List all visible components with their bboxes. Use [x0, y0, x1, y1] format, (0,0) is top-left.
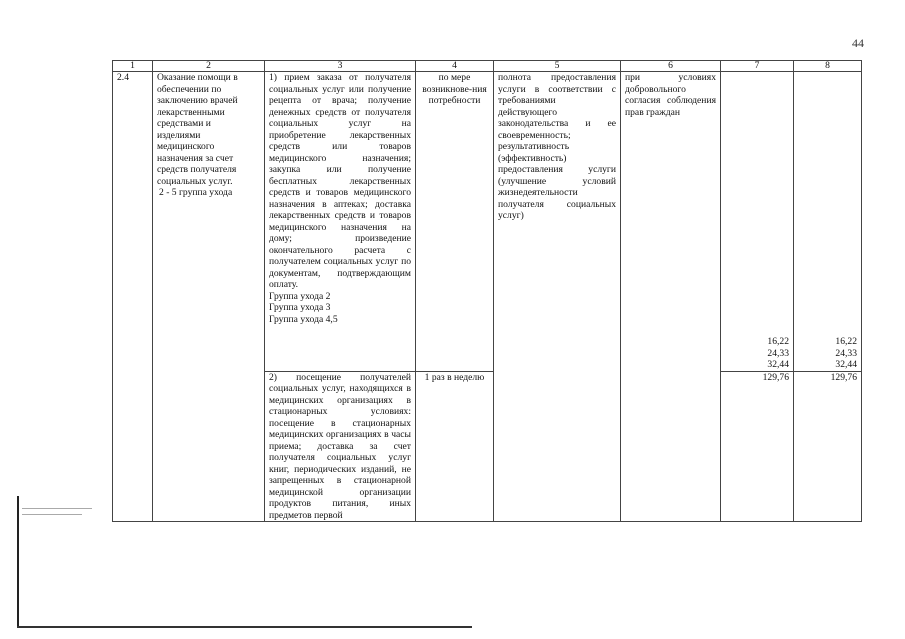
service-name-cell	[153, 72, 265, 522]
tariff-value: 16,22	[767, 336, 789, 347]
service-name-line: лекарственными	[157, 106, 225, 118]
service-name-line: социальных услуг.	[157, 175, 233, 187]
service-name-line: заключению врачей	[157, 95, 238, 106]
table-row	[113, 72, 862, 372]
tariff-value: 16,22	[835, 336, 857, 347]
tariff-cell-7a	[721, 72, 794, 372]
tariff-value: 32,44	[767, 359, 789, 370]
header-cell-3: 3	[265, 61, 416, 72]
header-cell-2: 2	[153, 61, 265, 72]
scan-edge-line	[17, 496, 19, 628]
header-row	[113, 61, 862, 72]
care-group-label: Группа ухода 2	[269, 290, 331, 302]
service-content-text: 1) прием заказа от получателя социальных услуг или получение рецепта от врача; получение денежных средств от получателя социальных услуг на приобретение лекарственных средств или товаров медицинского назначения; закупка или получение бесплатных лекарственных средств и товаров медицинского назначения в аптеках; доставка лекарственных средств и товаров медицинского назначения на дому; произведение окончательного расчета с получателем социальных услуг по документам, подтверждающим оплату.	[269, 72, 411, 290]
tariff-cell-8a	[794, 72, 862, 372]
scan-artifact	[22, 514, 82, 515]
header-cell-1: 1	[113, 61, 153, 72]
service-name-line: изделиями	[157, 129, 201, 141]
care-group-label: Группа ухода 4,5	[269, 313, 338, 325]
tariff-value: 24,33	[835, 347, 857, 359]
header-cell-4: 4	[416, 61, 494, 72]
frequency-cell-a: по мере возникнове-ния потребности	[416, 72, 494, 372]
service-name-line: средств получателя	[157, 164, 237, 175]
scan-edge-line	[17, 626, 472, 628]
care-group-label: Группа ухода 3	[269, 302, 331, 313]
tariff-cell-8b: 129,76	[794, 371, 862, 522]
header-cell-8: 8	[794, 61, 862, 72]
row-number: 2.4	[113, 72, 153, 522]
scan-artifact	[22, 508, 92, 509]
header-cell-7: 7	[721, 61, 794, 72]
frequency-cell-b: 1 раз в неделю	[416, 371, 494, 522]
service-name-line: назначения за счет	[157, 152, 234, 164]
service-name-line: обеспечении по	[157, 83, 222, 95]
service-name-line: медицинского	[157, 141, 215, 152]
care-group-range: 2 - 5 группа ухода	[159, 187, 233, 198]
tariff-value: 32,44	[835, 359, 857, 370]
header-cell-5: 5	[494, 61, 621, 72]
tariff-value: 24,33	[767, 347, 789, 359]
page-number: 44	[852, 36, 864, 50]
service-content-a	[265, 72, 416, 372]
services-table	[112, 60, 862, 522]
quality-criteria-cell: полнота предоставления услуги в соответствии с требованиями действующего законодательства и ее своевременность; результативность (эффективность) предоставления услуги (улучшение условий жизнедеятельности получателя социальных услуг)	[494, 72, 621, 522]
service-name-line: средствами и	[157, 118, 211, 129]
service-name-line: Оказание помощи в	[157, 72, 238, 83]
header-cell-6: 6	[621, 61, 721, 72]
conditions-cell: при условиях добровольного согласия соблюдения прав граждан	[621, 72, 721, 522]
tariff-cell-7b: 129,76	[721, 371, 794, 522]
service-content-b: 2) посещение получателей социальных услуг, находящихся в медицинских организациях в стационарных условиях: посещение в стационарных медицинских организациях в часы приема; доставка за счет получателя социальных услуг книг, периодических изданий, не запрещенных в стационарной медицинской организации продуктов питания, иных предметов первой	[265, 371, 416, 522]
